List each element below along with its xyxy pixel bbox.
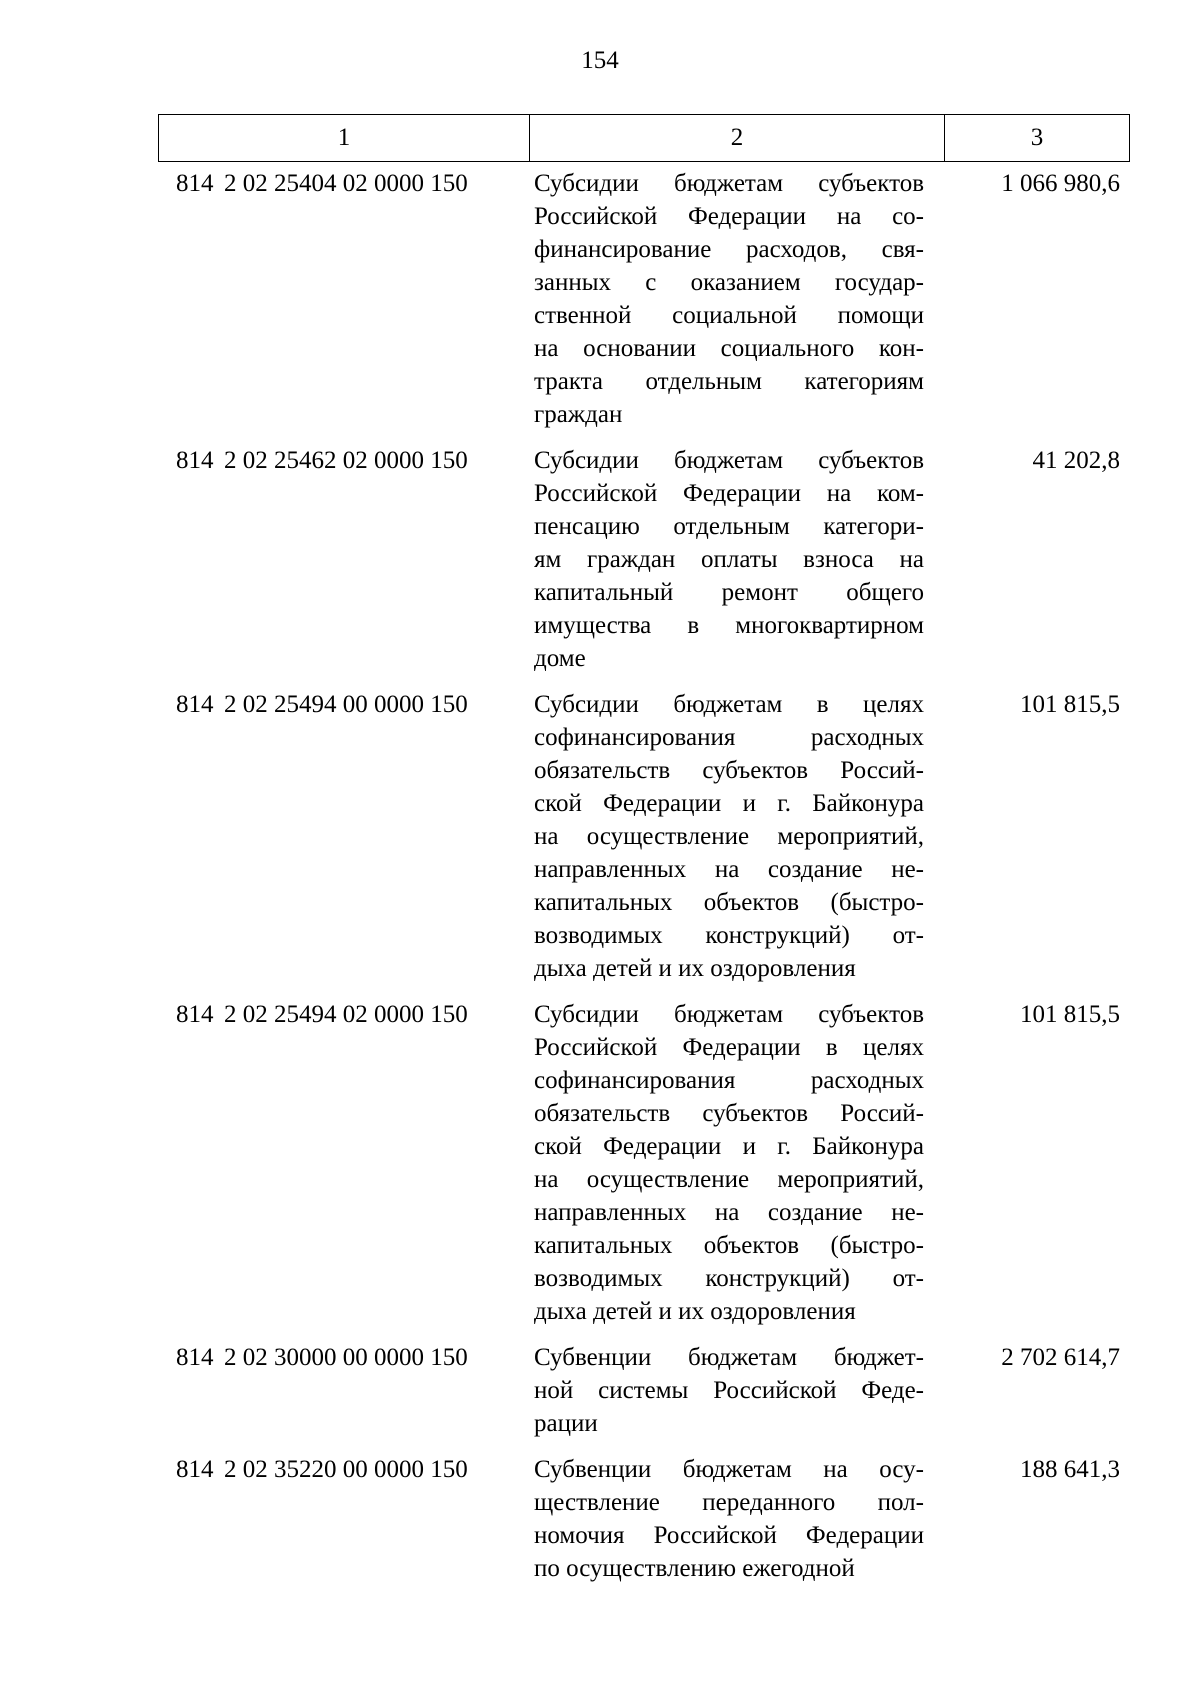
income-name-line: ной системы Российской Феде-	[534, 1377, 924, 1404]
amount-cell: 188 641,3	[1020, 1456, 1120, 1483]
income-name-line: Субсидии бюджетам субъектов	[534, 170, 924, 197]
budget-code-cell: 2 02 35220 00 0000 150	[224, 1456, 468, 1483]
admin-code-cell: 814	[176, 1456, 214, 1483]
income-name-cell	[534, 444, 928, 675]
budget-code-cell: 2 02 25462 02 0000 150	[224, 447, 468, 474]
income-name-cell	[534, 688, 928, 985]
table-row	[158, 440, 1130, 684]
income-name-line: занных с оказанием государ-	[534, 269, 924, 296]
income-name-line: рации	[534, 1410, 598, 1437]
income-name-line: на основании социального кон-	[534, 335, 924, 362]
income-name-line: возводимых конструкций) от-	[534, 922, 924, 949]
admin-code-cell: 814	[176, 691, 214, 718]
table-row	[158, 684, 1130, 994]
income-name-line: тракта отдельным категориям	[534, 368, 924, 395]
header-col-1: 1	[159, 115, 530, 161]
income-name-cell	[534, 1341, 928, 1440]
admin-code-cell: 814	[176, 170, 214, 197]
income-name-line: граждан	[534, 401, 623, 428]
income-name-line: Российской Федерации на со-	[534, 203, 924, 230]
table-row	[158, 1337, 1130, 1449]
income-name-line: капитальный ремонт общего	[534, 579, 924, 606]
table-row	[158, 994, 1130, 1337]
income-name-line: ществление переданного пол-	[534, 1489, 924, 1516]
budget-code-cell: 2 02 30000 00 0000 150	[224, 1344, 468, 1371]
income-name-line: Российской Федерации на ком-	[534, 480, 924, 507]
income-name-line: ям граждан оплаты взноса на	[534, 546, 924, 573]
header-col-2: 2	[530, 115, 945, 161]
income-name-cell	[534, 1453, 928, 1585]
income-name-line: обязательств субъектов Россий-	[534, 757, 924, 784]
admin-code-cell: 814	[176, 1344, 214, 1371]
income-name-line: направленных на создание не-	[534, 856, 924, 883]
amount-cell: 101 815,5	[1020, 691, 1120, 718]
income-name-line: доме	[534, 645, 586, 672]
income-name-line: номочия Российской Федерации	[534, 1522, 924, 1549]
budget-code-cell: 2 02 25494 02 0000 150	[224, 1001, 468, 1028]
admin-code-cell: 814	[176, 447, 214, 474]
table-row	[158, 163, 1130, 440]
income-name-line: Субсидии бюджетам субъектов	[534, 1001, 924, 1028]
income-name-line: софинансирования расходных	[534, 724, 924, 751]
income-name-line: пенсацию отдельным категори-	[534, 513, 924, 540]
income-name-line: дыха детей и их оздоровления	[534, 1298, 856, 1325]
income-name-line: Субвенции бюджетам бюджет-	[534, 1344, 924, 1371]
table-row	[158, 1449, 1130, 1594]
income-name-line: обязательств субъектов Россий-	[534, 1100, 924, 1127]
income-name-line: имущества в многоквартирном	[534, 612, 924, 639]
income-name-line: направленных на создание не-	[534, 1199, 924, 1226]
admin-code-cell: 814	[176, 1001, 214, 1028]
income-name-line: капитальных объектов (быстро-	[534, 889, 924, 916]
income-name-line: на осуществление мероприятий,	[534, 823, 924, 850]
budget-code-cell: 2 02 25494 00 0000 150	[224, 691, 468, 718]
income-name-cell	[534, 167, 928, 431]
table-header	[158, 114, 1130, 162]
amount-cell: 101 815,5	[1020, 1001, 1120, 1028]
income-name-line: ской Федерации и г. Байконура	[534, 790, 924, 817]
amount-cell: 2 702 614,7	[1001, 1344, 1120, 1371]
income-name-line: Российской Федерации в целях	[534, 1034, 924, 1061]
amount-cell: 41 202,8	[1032, 447, 1120, 474]
income-name-line: капитальных объектов (быстро-	[534, 1232, 924, 1259]
income-name-line: ственной социальной помощи	[534, 302, 924, 329]
income-name-line: финансирование расходов, свя-	[534, 236, 924, 263]
income-name-line: на осуществление мероприятий,	[534, 1166, 924, 1193]
header-col-3: 3	[1030, 124, 1044, 151]
income-name-cell	[534, 998, 928, 1328]
budget-code-cell: 2 02 25404 02 0000 150	[224, 170, 468, 197]
income-name-line: ской Федерации и г. Байконура	[534, 1133, 924, 1160]
income-name-line: по осуществлению ежегодной	[534, 1555, 855, 1582]
income-name-line: софинансирования расходных	[534, 1067, 924, 1094]
income-name-line: дыха детей и их оздоровления	[534, 955, 856, 982]
page-number: 154	[581, 47, 619, 74]
table-body	[158, 163, 1130, 1594]
income-name-line: возводимых конструкций) от-	[534, 1265, 924, 1292]
income-name-line: Субсидии бюджетам субъектов	[534, 447, 924, 474]
income-name-line: Субвенции бюджетам на осу-	[534, 1456, 924, 1483]
income-name-line: Субсидии бюджетам в целях	[534, 691, 924, 718]
amount-cell: 1 066 980,6	[1001, 170, 1120, 197]
